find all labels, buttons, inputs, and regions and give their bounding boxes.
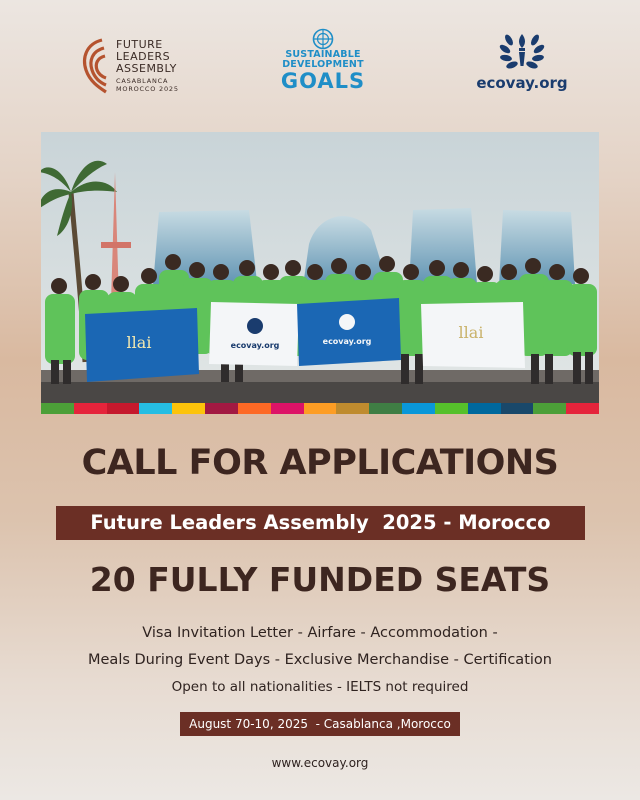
sdg-color-strip (41, 403, 599, 414)
sdg-strip-segment (369, 403, 402, 414)
sdg-strip-segment (468, 403, 501, 414)
sdg-line-2: DEVELOPMENT (282, 59, 364, 70)
sdg-strip-segment (336, 403, 369, 414)
blue-flag-ecovay (297, 298, 401, 366)
ecovay-logo (476, 30, 568, 92)
fla-sub-2: MOROCCO 2025 (116, 85, 179, 93)
fla-sub-1: CASABLANCA (116, 77, 169, 85)
sdg-strip-segment (74, 403, 107, 414)
sdg-strip-segment (271, 403, 304, 414)
sdg-strip-segment (41, 403, 74, 414)
date-location-band: August 70-10, 2025 - Casablanca ,Morocco (180, 712, 460, 736)
sdg-strip-segment (139, 403, 172, 414)
benefits-line-3: Open to all nationalities - IELTS not required (171, 679, 469, 695)
event-banner: Future Leaders Assembly 2025 - Morocco (56, 506, 585, 540)
benefits-line-2: Meals During Event Days - Exclusive Merchandise - Certification (88, 652, 552, 668)
sdg-strip-segment (566, 403, 599, 414)
sdg-strip-segment (501, 403, 534, 414)
sdg-strip-segment (107, 403, 140, 414)
sdg-strip-segment (533, 403, 566, 414)
sdg-strip-segment (435, 403, 468, 414)
blue-flag-left (85, 308, 199, 382)
sdg-goals: GOALS (280, 69, 366, 93)
white-flag-ecovay (209, 302, 299, 366)
white-flag-right (421, 302, 525, 368)
flag-ecovay-text-1: ecovay.org (230, 341, 280, 350)
svg-text:llai: llai (458, 323, 484, 342)
sdg-strip-segment (304, 403, 337, 414)
sdg-logo (278, 28, 368, 92)
sdg-strip-segment (402, 403, 435, 414)
group-photo (41, 132, 599, 414)
logo-row (0, 28, 640, 108)
future-leaders-assembly-logo (80, 36, 179, 96)
fla-swirl-icon (80, 36, 110, 96)
seats-headline: 20 FULLY FUNDED SEATS (89, 560, 551, 599)
ecovay-logo-text: ecovay.org (476, 74, 568, 92)
benefits-line-1: Visa Invitation Letter - Airfare - Accommodation - (142, 625, 498, 641)
un-globe-icon (312, 28, 334, 50)
laurel-torch-icon (497, 30, 547, 72)
sdg-line-1: SUSTAINABLE (285, 49, 361, 60)
headline: CALL FOR APPLICATIONS (81, 443, 559, 483)
fla-line-3: ASSEMBLY (116, 62, 177, 75)
fla-line-1: FUTURE (116, 38, 163, 51)
flag-ecovay-text-2: ecovay.org (322, 337, 372, 346)
svg-text:llai: llai (126, 333, 152, 352)
sdg-strip-segment (172, 403, 205, 414)
sdg-strip-segment (238, 403, 271, 414)
fla-line-2: LEADERS (116, 50, 171, 63)
website-link[interactable]: www.ecovay.org (271, 756, 369, 770)
sdg-strip-segment (205, 403, 238, 414)
